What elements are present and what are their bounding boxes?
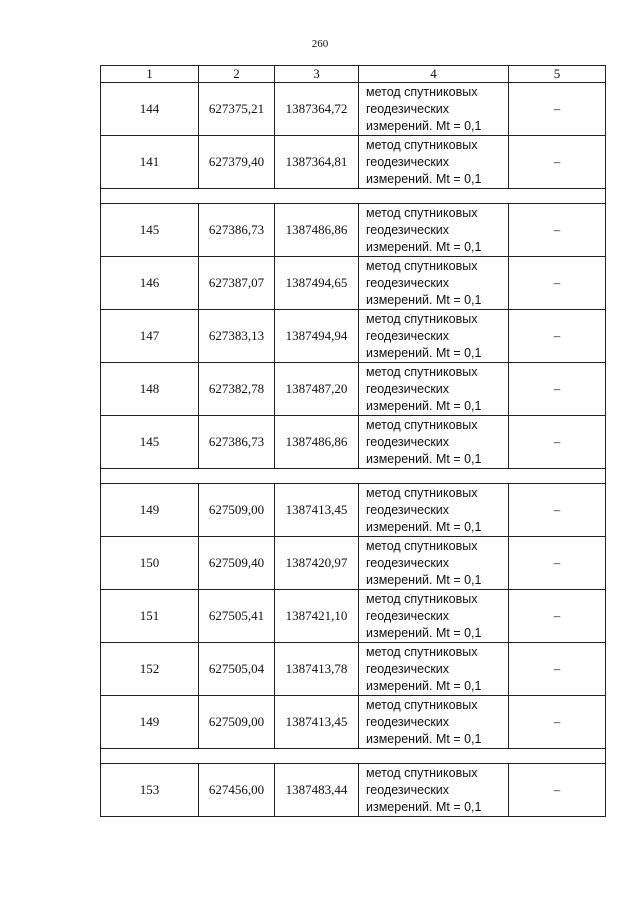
x-coordinate-cell: 627386,73 — [199, 416, 275, 469]
method-line: метод спутниковых — [366, 364, 478, 379]
method-line: измерений. Mt = 0,1 — [366, 625, 482, 640]
x-coordinate-cell: 627386,73 — [199, 204, 275, 257]
note-cell: – — [509, 590, 606, 643]
x-coordinate-cell: 627379,40 — [199, 136, 275, 189]
method-line: метод спутниковых — [366, 485, 478, 500]
point-number-cell: 148 — [101, 363, 199, 416]
note-cell: – — [509, 363, 606, 416]
separator-cell — [101, 469, 606, 484]
y-coordinate-cell: 1387413,78 — [275, 643, 359, 696]
y-coordinate-cell: 1387421,10 — [275, 590, 359, 643]
y-coordinate-cell: 1387413,45 — [275, 484, 359, 537]
note-cell: – — [509, 204, 606, 257]
method-line: геодезических — [366, 434, 450, 449]
method-line: геодезических — [366, 661, 450, 676]
method-line: метод спутниковых — [366, 311, 478, 326]
method-line: измерений. Mt = 0,1 — [366, 171, 482, 186]
method-line: измерений. Mt = 0,1 — [366, 519, 482, 534]
column-header-1: 1 — [101, 66, 199, 83]
column-header-5: 5 — [509, 66, 606, 83]
column-header-3: 3 — [275, 66, 359, 83]
page-number: 260 — [311, 38, 329, 50]
method-cell — [359, 363, 509, 416]
method-line: измерений. Mt = 0,1 — [366, 239, 482, 254]
y-coordinate-cell: 1387486,86 — [275, 204, 359, 257]
y-coordinate-cell: 1387364,81 — [275, 136, 359, 189]
note-cell: – — [509, 257, 606, 310]
method-line: геодезических — [366, 101, 450, 116]
method-line: измерений. Mt = 0,1 — [366, 678, 482, 693]
point-number-cell: 151 — [101, 590, 199, 643]
column-header-4: 4 — [359, 66, 509, 83]
method-cell — [359, 310, 509, 363]
method-line: геодезических — [366, 555, 450, 570]
method-line: метод спутниковых — [366, 417, 478, 432]
method-cell — [359, 257, 509, 310]
separator-row — [101, 469, 606, 484]
separator-row — [101, 189, 606, 204]
method-cell — [359, 204, 509, 257]
method-line: метод спутниковых — [366, 591, 478, 606]
x-coordinate-cell: 627505,41 — [199, 590, 275, 643]
method-line: измерений. Mt = 0,1 — [366, 398, 482, 413]
note-cell: – — [509, 136, 606, 189]
method-line: геодезических — [366, 714, 450, 729]
separator-cell — [101, 189, 606, 204]
method-cell — [359, 83, 509, 136]
method-line: геодезических — [366, 222, 450, 237]
table-row — [101, 310, 606, 363]
method-line: измерений. Mt = 0,1 — [366, 451, 482, 466]
table-row — [101, 136, 606, 189]
method-line: метод спутниковых — [366, 644, 478, 659]
method-cell — [359, 537, 509, 590]
table-row — [101, 696, 606, 749]
note-cell: – — [509, 484, 606, 537]
method-line: геодезических — [366, 275, 450, 290]
column-header-2: 2 — [199, 66, 275, 83]
method-line: геодезических — [366, 608, 450, 623]
method-line: метод спутниковых — [366, 538, 478, 553]
method-line: измерений. Mt = 0,1 — [366, 731, 482, 746]
separator-row — [101, 749, 606, 764]
note-cell: – — [509, 537, 606, 590]
method-cell — [359, 136, 509, 189]
table-body — [101, 83, 606, 817]
method-line: геодезических — [366, 782, 450, 797]
method-line: метод спутниковых — [366, 137, 478, 152]
note-cell: – — [509, 83, 606, 136]
point-number-cell: 150 — [101, 537, 199, 590]
y-coordinate-cell: 1387494,94 — [275, 310, 359, 363]
x-coordinate-cell: 627509,40 — [199, 537, 275, 590]
coordinates-table — [100, 65, 606, 817]
table-row — [101, 257, 606, 310]
y-coordinate-cell: 1387483,44 — [275, 764, 359, 817]
method-line: измерений. Mt = 0,1 — [366, 292, 482, 307]
table-row — [101, 590, 606, 643]
y-coordinate-cell: 1387486,86 — [275, 416, 359, 469]
x-coordinate-cell: 627456,00 — [199, 764, 275, 817]
separator-cell — [101, 749, 606, 764]
table-row — [101, 484, 606, 537]
table-row — [101, 363, 606, 416]
y-coordinate-cell: 1387420,97 — [275, 537, 359, 590]
method-line: измерений. Mt = 0,1 — [366, 118, 482, 133]
method-line: метод спутниковых — [366, 205, 478, 220]
method-cell — [359, 416, 509, 469]
point-number-cell: 141 — [101, 136, 199, 189]
note-cell: – — [509, 310, 606, 363]
point-number-cell: 152 — [101, 643, 199, 696]
point-number-cell: 149 — [101, 696, 199, 749]
method-line: геодезических — [366, 328, 450, 343]
method-line: измерений. Mt = 0,1 — [366, 799, 482, 814]
point-number-cell: 153 — [101, 764, 199, 817]
table-header-row — [101, 66, 606, 83]
method-cell — [359, 696, 509, 749]
point-number-cell: 145 — [101, 204, 199, 257]
method-line: метод спутниковых — [366, 697, 478, 712]
method-line: метод спутниковых — [366, 258, 478, 273]
method-line: геодезических — [366, 154, 450, 169]
method-cell — [359, 764, 509, 817]
note-cell: – — [509, 696, 606, 749]
method-line: измерений. Mt = 0,1 — [366, 345, 482, 360]
point-number-cell: 147 — [101, 310, 199, 363]
table-row — [101, 204, 606, 257]
method-cell — [359, 590, 509, 643]
method-line: измерений. Mt = 0,1 — [366, 572, 482, 587]
x-coordinate-cell: 627387,07 — [199, 257, 275, 310]
point-number-cell: 144 — [101, 83, 199, 136]
x-coordinate-cell: 627509,00 — [199, 484, 275, 537]
y-coordinate-cell: 1387413,45 — [275, 696, 359, 749]
x-coordinate-cell: 627505,04 — [199, 643, 275, 696]
point-number-cell: 149 — [101, 484, 199, 537]
table-row — [101, 416, 606, 469]
method-cell — [359, 484, 509, 537]
note-cell: – — [509, 764, 606, 817]
method-line: метод спутниковых — [366, 84, 478, 99]
y-coordinate-cell: 1387364,72 — [275, 83, 359, 136]
method-line: геодезических — [366, 381, 450, 396]
point-number-cell: 146 — [101, 257, 199, 310]
x-coordinate-cell: 627375,21 — [199, 83, 275, 136]
x-coordinate-cell: 627383,13 — [199, 310, 275, 363]
method-line: метод спутниковых — [366, 765, 478, 780]
y-coordinate-cell: 1387494,65 — [275, 257, 359, 310]
table-row — [101, 764, 606, 817]
point-number-cell: 145 — [101, 416, 199, 469]
table-row — [101, 83, 606, 136]
method-line: геодезических — [366, 502, 450, 517]
table-row — [101, 537, 606, 590]
x-coordinate-cell: 627509,00 — [199, 696, 275, 749]
x-coordinate-cell: 627382,78 — [199, 363, 275, 416]
y-coordinate-cell: 1387487,20 — [275, 363, 359, 416]
method-cell — [359, 643, 509, 696]
note-cell: – — [509, 643, 606, 696]
note-cell: – — [509, 416, 606, 469]
table-row — [101, 643, 606, 696]
